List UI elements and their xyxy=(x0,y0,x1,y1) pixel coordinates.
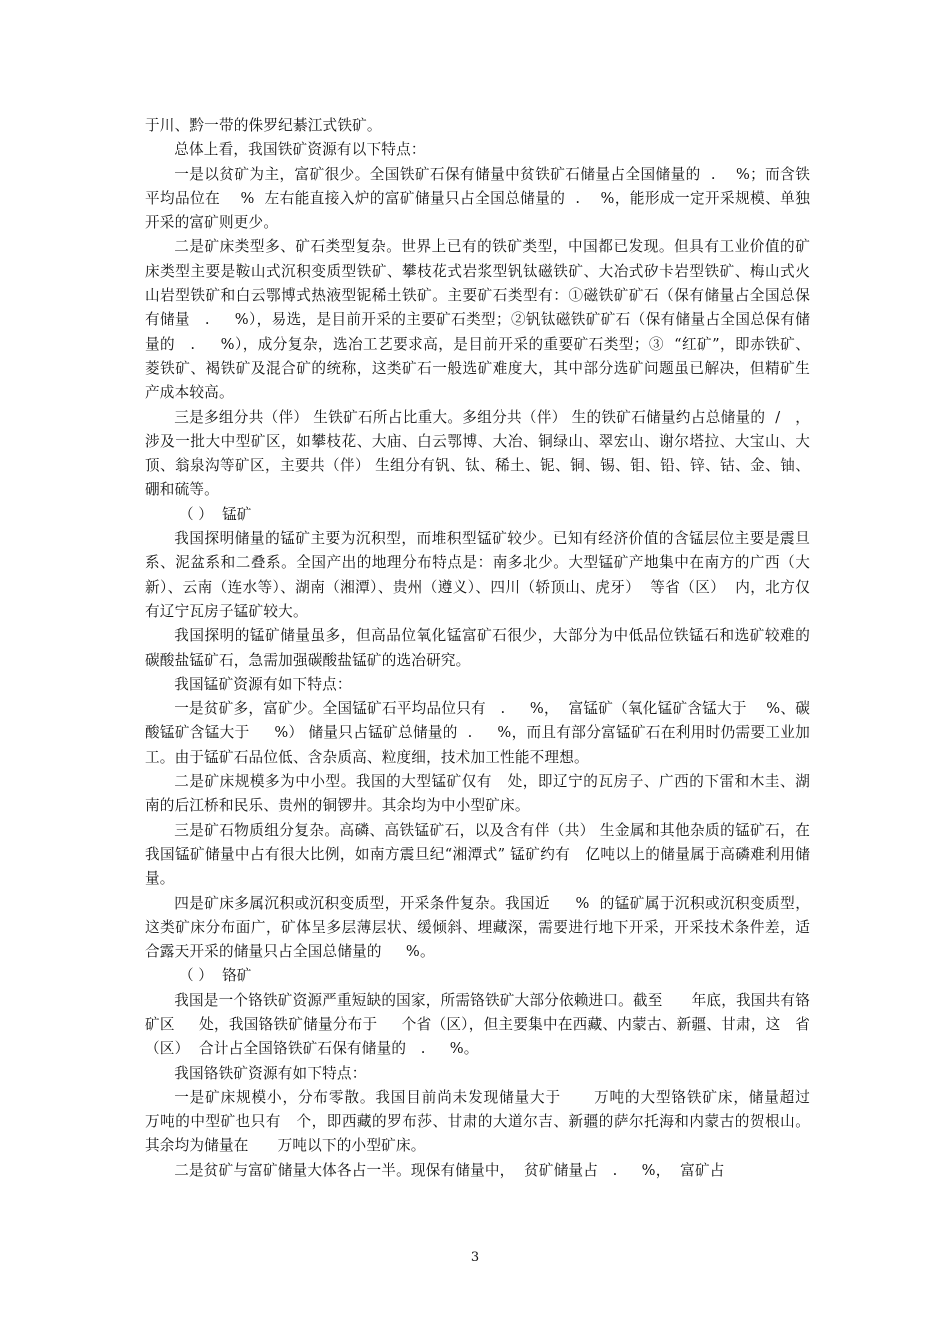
section-heading-chromium: （ ） 铬矿 xyxy=(179,967,252,985)
paragraph: 三是矿石物质组分复杂。高磷、高铁锰矿石，以及含有伴（共） 生金属和其他杂质的锰矿石，在我国锰矿储量中占有很大比例，如南方震旦纪“湘潭式” 锰矿约有 亿吨以上的储量属于高磷难利用储量。 xyxy=(145,821,810,888)
paragraph: 一是贫矿多，富矿少。全国锰矿石平均品位只有 . %， 富锰矿（氧化锰矿含锰大于 %、碳酸锰矿含锰大于 %） 储量只占锰矿总储量的 . %，而且有部分富锰矿石在利用时仍需要工业加工。由于锰矿石品位低、含杂质高、粒度细，技术加工性能不理想。 xyxy=(145,700,810,766)
paragraph: 二是矿床类型多、矿石类型复杂。世界上已有的铁矿类型，中国都已发现。但具有工业价值的矿床类型主要是鞍山式沉积变质型铁矿、攀枝花式岩浆型钒钛磁铁矿、大冶式矽卡岩型铁矿、梅山式火山岩型铁矿和白云鄂博式热液型铌稀土铁矿。主要矿石类型有：①磁铁矿矿石（保有储量占全国总保有储量 . %），易选，是目前开采的主要矿石类型；②钒钛磁铁矿矿石（保有储量占全国总保有储量的 . %），成分复杂，选冶工艺要求高，是目前开采的重要矿石类型；③ “红矿”，即赤铁矿、菱铁矿、褐铁矿及混合矿的统称，这类矿石一般选矿难度大，其中部分选矿问题虽已解决，但精矿生产成本较高。 xyxy=(145,238,810,402)
paragraph: 四是矿床多属沉积或沉积变质型，开采条件复杂。我国近 % 的锰矿属于沉积或沉积变质型，这类矿床分布面广，矿体呈多层薄层状、缓倾斜、埋藏深，需要进行地下开采，开采技术条件差，适合露天开采的储量只占全国总储量的 %。 xyxy=(145,894,810,961)
paragraph: 二是贫矿与富矿储量大体各占一半。现保有储量中， 贫矿储量占 . %， 富矿占 xyxy=(174,1161,725,1179)
paragraph: 二是矿床规模多为中小型。我国的大型锰矿仅有 处，即辽宁的瓦房子、广西的下雷和木圭、湖南的后江桥和民乐、贵州的铜锣井。其余均为中小型矿床。 xyxy=(145,773,810,815)
paragraph: 于川、黔一带的侏罗纪綦江式铁矿。 xyxy=(145,117,382,134)
body-text xyxy=(145,114,840,1183)
paragraph: 一是矿床规模小，分布零散。我国目前尚未发现储量大于 万吨的大型铬铁矿床，储量超过 万吨的中型矿也只有 个，即西藏的罗布莎、甘肃的大道尔吉、新疆的萨尔托海和内蒙古的贺根山。其余均为储量在 万吨以下的小型矿床。 xyxy=(145,1088,840,1155)
paragraph: 总体上看，我国铁矿资源有以下特点： xyxy=(174,141,426,159)
paragraph: 一是以贫矿为主，富矿很少。全国铁矿石保有储量中贫铁矿石储量占全国储量的 . %；而含铁平均品位在 % 左右能直接入炉的富矿储量只占全国总储量的 . %，能形成一定开采规模、单独开采的富矿则更少。 xyxy=(145,165,810,232)
paragraph: 我国探明的锰矿储量虽多，但高品位氧化锰富矿石很少，大部分为中低品位铁锰石和选矿较难的碳酸盐锰矿石，急需加强碳酸盐锰矿的选冶研究。 xyxy=(145,627,810,669)
paragraph: 三是多组分共（伴） 生铁矿石所占比重大。多组分共（伴） 生的铁矿石储量约占总储量的 / ，涉及一批大中型矿区，如攀枝花、大庙、白云鄂博、大冶、铜绿山、翠宏山、谢尔塔拉、大宝山、大顶、翁泉沟等矿区，主要共（伴） 生组分有钒、钛、稀土、铌、铜、锡、钼、铅、锌、钴、金、铀、硼和硫等。 xyxy=(145,408,810,499)
paragraph: 我国铬铁矿资源有如下特点： xyxy=(174,1064,367,1082)
paragraph: 我国探明储量的锰矿主要为沉积型，而堆积型锰矿较少。已知有经济价值的含锰层位主要是震旦系、泥盆系和二叠系。全国产出的地理分布特点是：南多北少。大型锰矿产地集中在南方的广西（大新）、云南（连水等）、湖南（湘潭）、贵州（遵义）、四川（轿顶山、虎牙） 等省（区） 内，北方仅有辽宁瓦房子锰矿较大。 xyxy=(145,530,810,620)
section-heading-manganese: （ ） 锰矿 xyxy=(179,505,252,523)
paragraph: 我国锰矿资源有如下特点： xyxy=(174,675,352,693)
paragraph: 我国是一个铬铁矿资源严重短缺的国家，所需铬铁矿大部分依赖进口。截至 年底，我国共有铬矿区 处，我国铬铁矿储量分布于 个省（区），但主要集中在西藏、内蒙古、新疆、甘肃，这 省（区） 合计占全国铬铁矿石保有储量的 . %。 xyxy=(145,991,810,1058)
page-number: 3 xyxy=(470,1250,480,1265)
